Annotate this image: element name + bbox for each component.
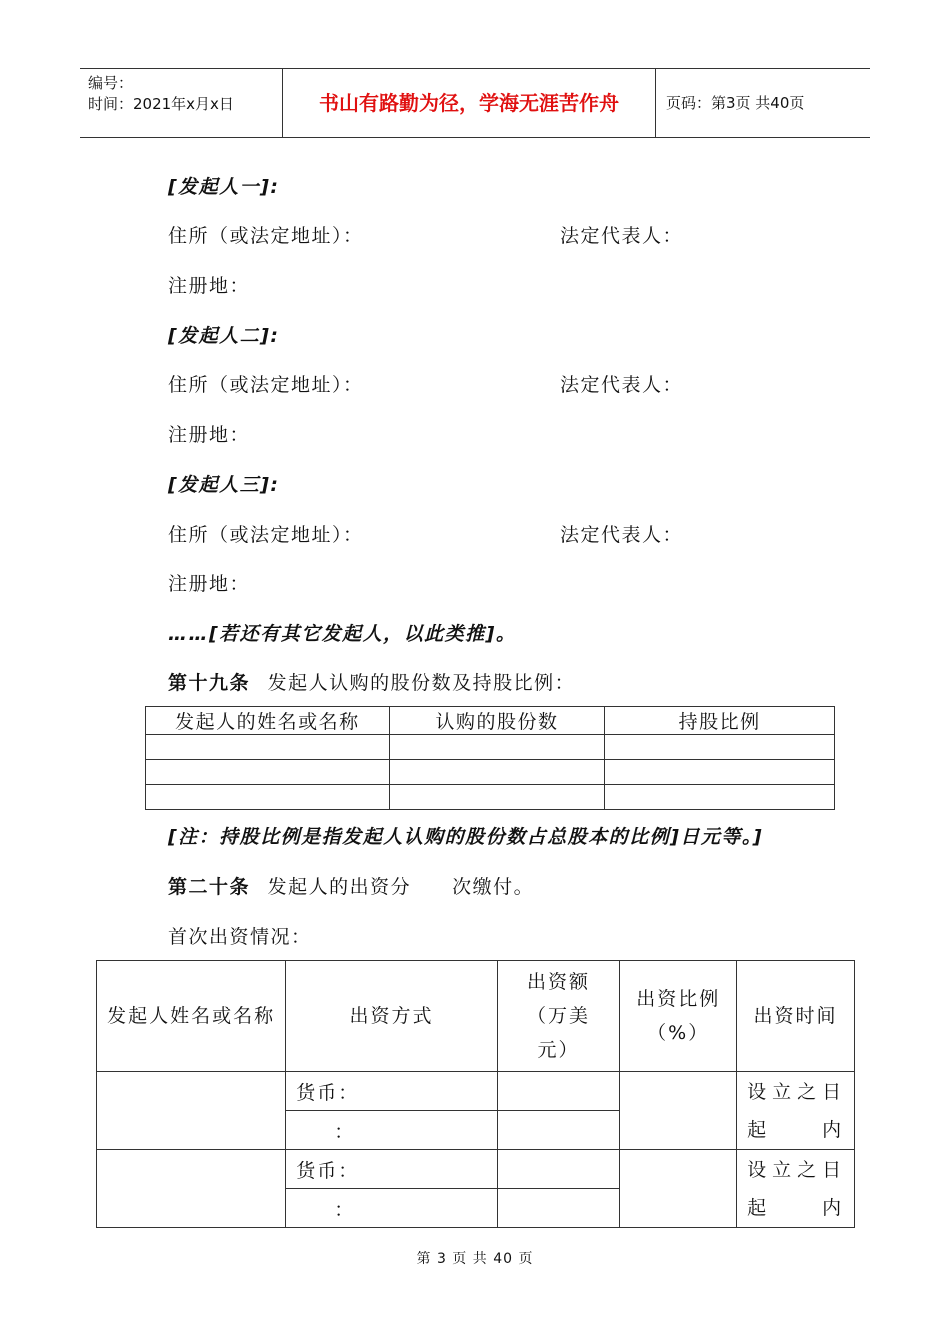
promoter-3-reg: 注册地： <box>168 573 251 595</box>
header-meta <box>88 73 283 115</box>
table-cell-amount <box>497 1111 620 1150</box>
table-row <box>146 785 835 810</box>
table-cell <box>146 735 390 760</box>
number-label: 编号： <box>88 74 134 92</box>
table-cell-amount <box>497 1189 620 1228</box>
col-header-ratio: 持股比例 <box>605 707 835 735</box>
col-header-name: 发起人姓名或名称 <box>97 961 286 1072</box>
table-cell <box>389 760 605 785</box>
col-header-method: 出资方式 <box>286 961 497 1072</box>
page-footer: 第 3 页 共 40 页 <box>416 1251 534 1267</box>
table-cell-name <box>97 1150 286 1228</box>
table-row <box>146 760 835 785</box>
table-cell <box>146 785 390 810</box>
table-cell-name <box>97 1072 286 1150</box>
article-19-number: 第十九条 <box>168 672 251 694</box>
contribution-table <box>96 960 855 1228</box>
promoter-1-address: 住所（或法定地址）： <box>168 225 364 247</box>
promoter-3-address: 住所（或法定地址）： <box>168 524 364 546</box>
amount-label-1: 出资额 <box>526 971 590 993</box>
table-cell-method: 货币： <box>286 1150 497 1189</box>
table-header-row <box>146 707 835 735</box>
table-cell <box>146 760 390 785</box>
promoter-2-title: [发起人二]: <box>168 325 280 347</box>
table-cell <box>605 785 835 810</box>
article-19 <box>168 668 575 695</box>
table-cell-amount <box>497 1150 620 1189</box>
col-header-amount <box>497 961 620 1072</box>
table-row <box>97 1072 855 1111</box>
col-header-ratio <box>620 961 737 1072</box>
col-header-shares: 认购的股份数 <box>389 707 605 735</box>
table-cell <box>605 735 835 760</box>
promoter-2-reg: 注册地： <box>168 424 251 446</box>
col-header-time: 出资时间 <box>737 961 855 1072</box>
table-header-row <box>97 961 855 1072</box>
shares-table <box>145 706 835 810</box>
table-cell-method: ： <box>286 1189 497 1228</box>
article-20-text: 发起人的出资分 次缴付。 <box>267 876 535 898</box>
ratio-note: [注：持股比例是指发起人认购的股份数占总股本的比例]日元等。] <box>168 826 764 848</box>
table-cell-time <box>737 1072 855 1150</box>
date-line-2: 起 内 <box>747 1196 848 1219</box>
date-line-1: 设立之日 <box>747 1080 848 1103</box>
article-19-text: 发起人认购的股份数及持股比例： <box>267 672 576 694</box>
promoter-3-rep: 法定代表人： <box>560 524 684 546</box>
header-page-info: 页码：第3页 共40页 <box>666 94 805 112</box>
promoter-2-address: 住所（或法定地址）： <box>168 374 364 396</box>
table-cell-time <box>737 1150 855 1228</box>
table-cell-ratio <box>620 1072 737 1150</box>
page-header <box>80 68 870 138</box>
time-label: 时间：2021年x月x日 <box>88 95 234 113</box>
header-motto: 书山有路勤为径，学海无涯苦作舟 <box>282 69 656 137</box>
table-cell-method: 货币： <box>286 1072 497 1111</box>
table-cell <box>389 735 605 760</box>
ratio-label-2: （%） <box>647 1022 710 1044</box>
table-cell-ratio <box>620 1150 737 1228</box>
table-cell <box>605 760 835 785</box>
ratio-label-1: 出资比例 <box>636 988 721 1010</box>
amount-label-2: （万美 <box>526 1005 590 1027</box>
table-row <box>97 1150 855 1189</box>
promoter-2-rep: 法定代表人： <box>560 374 684 396</box>
date-line-2: 起 内 <box>747 1118 848 1141</box>
amount-label-3: 元） <box>537 1039 580 1061</box>
table-cell-amount <box>497 1072 620 1111</box>
col-header-name: 发起人的姓名或名称 <box>146 707 390 735</box>
table-cell <box>389 785 605 810</box>
etc-note: ……[若还有其它发起人，以此类推]。 <box>168 623 517 645</box>
table-cell-method: ： <box>286 1111 497 1150</box>
promoter-1-rep: 法定代表人： <box>560 225 684 247</box>
promoter-1-title: [发起人一]: <box>168 176 280 198</box>
first-contribution-label: 首次出资情况： <box>168 926 312 948</box>
table-row <box>146 735 835 760</box>
promoter-3-title: [发起人三]: <box>168 474 280 496</box>
article-20-number: 第二十条 <box>168 876 251 898</box>
date-line-1: 设立之日 <box>747 1158 848 1181</box>
promoter-1-reg: 注册地： <box>168 275 251 297</box>
article-20 <box>168 872 534 899</box>
